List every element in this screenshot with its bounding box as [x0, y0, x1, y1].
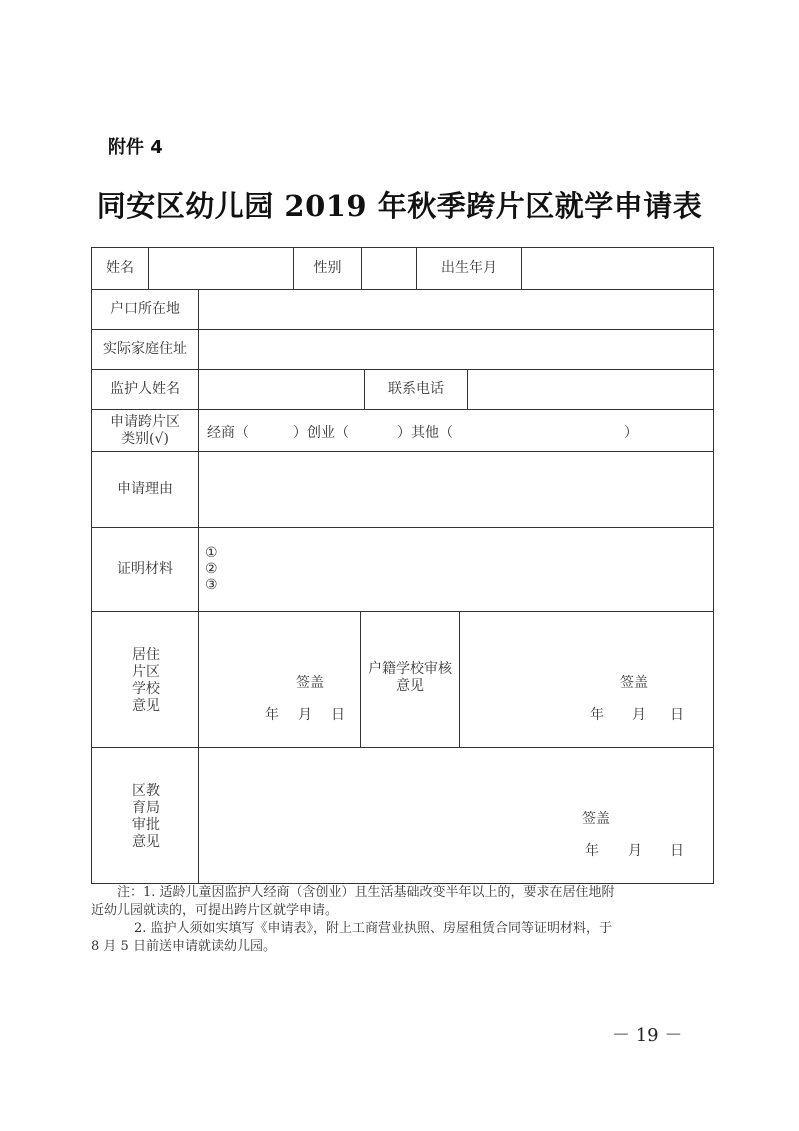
reason-field[interactable]	[199, 452, 713, 527]
materials-item-1[interactable]: ①	[205, 545, 218, 561]
hukou-field[interactable]	[199, 290, 713, 329]
phone-label: 联系电话	[388, 381, 444, 397]
address-label: 实际家庭住址	[103, 341, 187, 357]
category-option-startup[interactable]: ）创业（	[293, 425, 349, 441]
category-label: 申请跨片区类别(√)	[110, 414, 180, 447]
note-line-2: 近幼儿园就读的，可提出跨片区就学申请。	[91, 903, 339, 918]
note-line-4: 8 月 5 日前送申请就读幼儿园。	[91, 939, 276, 954]
materials-item-3[interactable]: ③	[205, 577, 218, 593]
hukou-date-day: 日	[670, 707, 684, 723]
hukou-date-year: 年	[590, 707, 604, 723]
materials-label: 证明材料	[117, 561, 173, 577]
residence-date-month: 月	[298, 707, 312, 723]
bureau-date-day: 日	[670, 843, 684, 859]
category-option-other[interactable]: ）其他（	[397, 425, 453, 441]
residence-date-year: 年	[265, 707, 279, 723]
attachment-label: 附件 4	[108, 137, 163, 158]
note-line-1: 注：1. 适龄儿童因监护人经商（含创业）且生活基础改变半年以上的，要求在居住地附	[117, 885, 615, 900]
phone-field[interactable]	[468, 370, 713, 409]
hukou-seal-label: 签盖	[620, 675, 648, 691]
note-line-3: 2. 监护人须如实填写《申请表》，附上工商营业执照、房屋租赁合同等证明材料，于	[134, 921, 613, 936]
category-option-other-close: ）	[624, 425, 638, 441]
hukou-school-opinion-label: 户籍学校审核意见	[368, 661, 452, 694]
page-title: 同安区幼儿园 2019 年秋季跨片区就学申请表	[96, 189, 703, 223]
guardian-name-field[interactable]	[199, 370, 364, 409]
materials-item-2[interactable]: ②	[205, 561, 218, 577]
bureau-approval-label: 区教育局审批意见	[132, 783, 160, 850]
birth-date-label: 出生年月	[441, 260, 497, 276]
reason-label: 申请理由	[117, 481, 173, 497]
address-field[interactable]	[199, 330, 713, 369]
residence-school-opinion-label: 居住片区学校意见	[132, 647, 160, 714]
name-label: 姓名	[106, 260, 134, 276]
gender-field[interactable]	[362, 248, 416, 289]
hukou-label: 户口所在地	[110, 301, 180, 317]
category-option-business[interactable]: 经商（	[207, 425, 249, 441]
name-field[interactable]	[149, 248, 293, 289]
bureau-date-year: 年	[585, 843, 599, 859]
guardian-name-label: 监护人姓名	[110, 381, 180, 397]
bureau-date-month: 月	[628, 843, 642, 859]
bureau-seal-label: 签盖	[582, 811, 610, 827]
residence-date-day: 日	[331, 707, 345, 723]
page-number: － 19 －	[612, 1025, 683, 1046]
birth-date-field[interactable]	[522, 248, 713, 289]
hukou-date-month: 月	[632, 707, 646, 723]
gender-label: 性别	[313, 260, 342, 276]
residence-seal-label: 签盖	[296, 675, 324, 691]
